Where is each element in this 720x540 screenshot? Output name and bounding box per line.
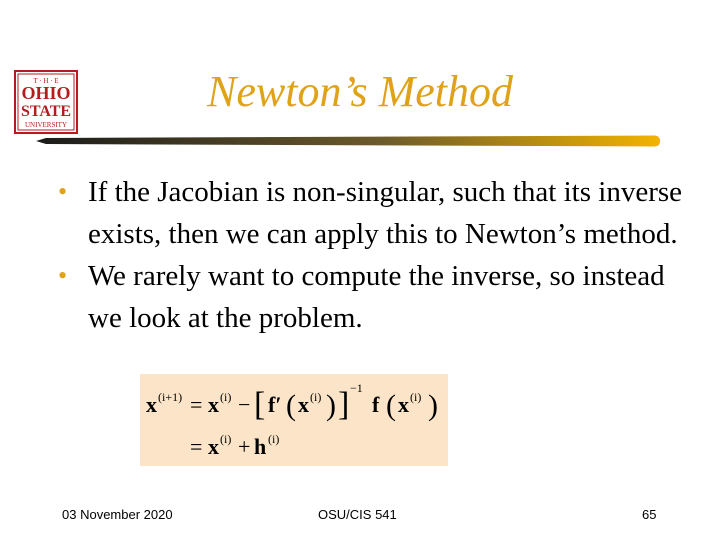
svg-text:): ) xyxy=(326,389,336,422)
svg-text:x: x xyxy=(298,392,309,417)
bullet-item xyxy=(58,255,698,339)
slide-title-text: Newton’s Method xyxy=(207,67,513,116)
bullet-list xyxy=(58,171,698,339)
svg-text:x: x xyxy=(208,392,219,417)
svg-text:x: x xyxy=(208,434,219,459)
svg-text:(i): (i) xyxy=(268,432,280,446)
svg-text:−: − xyxy=(238,392,251,417)
footer-course: OSU/CIS 541 xyxy=(318,507,397,522)
equation-box xyxy=(140,374,448,466)
svg-text:h: h xyxy=(254,434,267,459)
svg-text:]: ] xyxy=(338,386,350,423)
bullet-dot-icon: • xyxy=(58,177,68,206)
svg-text:x: x xyxy=(398,392,409,417)
svg-text:(i): (i) xyxy=(220,432,232,446)
bullet-dot-icon: • xyxy=(58,261,68,290)
bullet-text: If the Jacobian is non-singular, such that its inverse exists, then we can apply this to Newton’s method. xyxy=(88,176,683,250)
logo-text-state: STATE xyxy=(20,103,72,120)
logo-text-ohio: OHIO xyxy=(21,83,71,103)
svg-text:(i): (i) xyxy=(310,390,322,404)
svg-text:(: ( xyxy=(286,389,296,422)
svg-text:x: x xyxy=(146,392,157,417)
svg-text:): ) xyxy=(428,389,438,422)
svg-text:[: [ xyxy=(254,386,266,423)
svg-text:(: ( xyxy=(386,389,396,422)
svg-text:(i): (i) xyxy=(410,390,422,404)
bullet-text: We rarely want to compute the inverse, so instead we look at the problem. xyxy=(88,260,665,334)
svg-text:(i+1): (i+1) xyxy=(158,390,183,404)
svg-text:f: f xyxy=(372,392,380,417)
title-divider xyxy=(36,135,660,147)
footer-date: 03 November 2020 xyxy=(62,507,173,522)
svg-text:=: = xyxy=(190,434,203,459)
svg-text:−1: −1 xyxy=(350,381,363,395)
slide-title xyxy=(0,66,720,118)
logo-text-university: UNIVERSITY xyxy=(25,121,67,129)
footer-page-number: 65 xyxy=(642,507,657,522)
svg-text:+: + xyxy=(238,434,251,459)
bullet-item xyxy=(58,171,698,255)
logo-text-top: T · H · E xyxy=(33,77,59,85)
equation-graphic xyxy=(140,374,448,466)
svg-text:(i): (i) xyxy=(220,390,232,404)
svg-text:f′: f′ xyxy=(268,392,282,417)
svg-text:=: = xyxy=(190,392,203,417)
